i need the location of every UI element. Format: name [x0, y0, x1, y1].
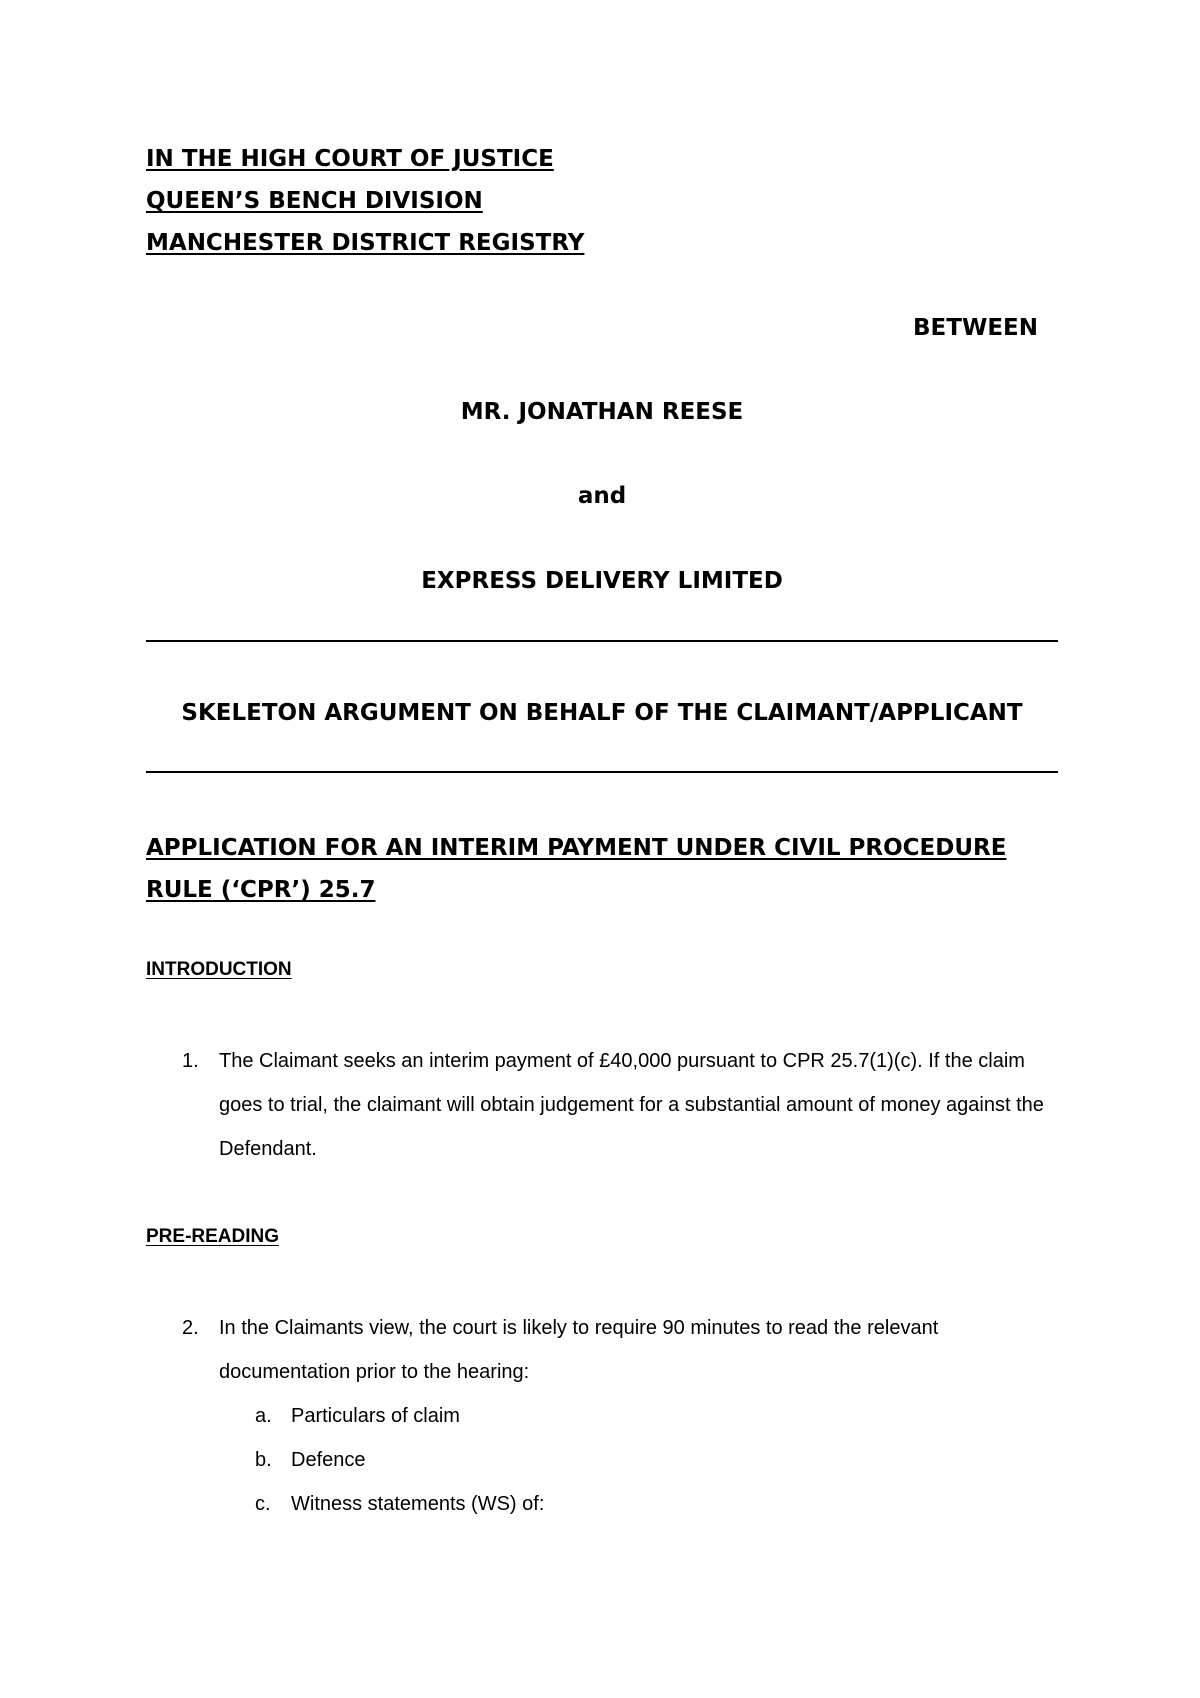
paragraph-1	[146, 1039, 1066, 1171]
application-title: APPLICATION FOR AN INTERIM PAYMENT UNDER CIVIL PROCEDURE RULE (‘CPR’) 25.7	[146, 835, 1007, 903]
list-item-letter: b.	[255, 1449, 272, 1471]
court-division: QUEEN’S BENCH DIVISION	[146, 188, 483, 214]
paragraph-number: 2.	[182, 1317, 199, 1339]
list-item	[146, 1394, 1046, 1438]
list-item	[146, 1482, 1046, 1526]
parties-conjunction: and	[577, 483, 627, 509]
list-item-letter: c.	[255, 1493, 271, 1515]
paragraph-2	[146, 1306, 1066, 1394]
paragraph-number: 1.	[182, 1050, 199, 1072]
pre-reading-list	[146, 1394, 1046, 1526]
list-item-text: Witness statements (WS) of:	[291, 1493, 545, 1515]
section-heading-introduction: INTRODUCTION	[146, 959, 292, 980]
list-item-letter: a.	[255, 1405, 272, 1427]
list-item-text: Defence	[291, 1449, 366, 1471]
title-bottom-rule	[146, 771, 1058, 773]
claimant-name: MR. JONATHAN REESE	[460, 399, 744, 425]
court-registry: MANCHESTER DISTRICT REGISTRY	[146, 230, 585, 256]
list-item-text: Particulars of claim	[291, 1405, 460, 1427]
paragraph-text: The Claimant seeks an interim payment of £40,000 pursuant to CPR 25.7(1)(c). If the claim goes to trial, the claimant will obtain judgement for a substantial amount of money against the Defendant.	[219, 1050, 1044, 1160]
defendant-name: EXPRESS DELIVERY LIMITED	[421, 568, 783, 594]
document-title: SKELETON ARGUMENT ON BEHALF OF THE CLAIMANT/APPLICANT	[181, 700, 1023, 726]
list-item	[146, 1438, 1046, 1482]
paragraph-text: In the Claimants view, the court is likely to require 90 minutes to read the relevant documentation prior to the hearing:	[219, 1317, 939, 1383]
section-heading-pre-reading: PRE-READING	[146, 1226, 280, 1247]
court-name: IN THE HIGH COURT OF JUSTICE	[146, 146, 554, 172]
title-top-rule	[146, 640, 1058, 642]
between-label: BETWEEN	[913, 315, 1038, 341]
